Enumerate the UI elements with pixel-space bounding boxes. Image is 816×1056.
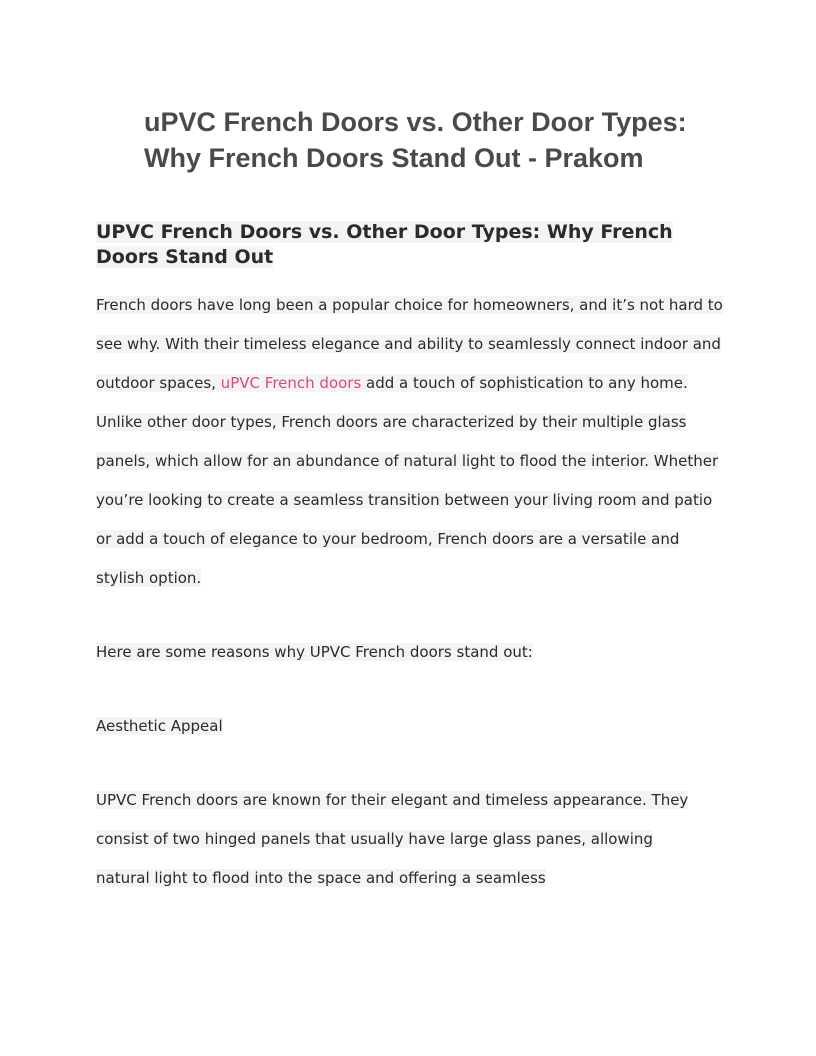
aesthetic-appeal-subheading — [96, 707, 726, 746]
section-heading — [96, 220, 686, 270]
reasons-intro-paragraph — [96, 633, 726, 672]
article-body — [96, 220, 726, 898]
paragraph-spacer — [96, 672, 726, 707]
aesthetic-appeal-text: Aesthetic Appeal — [96, 717, 223, 735]
paragraph-spacer — [96, 598, 726, 633]
aesthetic-paragraph — [96, 781, 696, 898]
section-heading-text: UPVC French Doors vs. Other Door Types: Why French Doors Stand Out — [96, 221, 673, 268]
intro-text-before-link: French doors have long been a popular choice for homeowners, and it’s not hard to see why. With their timeless elegance and ability to seamlessly connect indoor and outdoor spaces, — [96, 296, 723, 392]
upvc-french-doors-link[interactable]: uPVC French doors — [220, 374, 362, 392]
reasons-intro-text: Here are some reasons why UPVC French doors stand out: — [96, 643, 533, 661]
intro-text-after-link: add a touch of sophistication to any home. Unlike other door types, French doors are characterized by their multiple glass panels, which allow for an abundance of natural light to flood the interior. Whether you’re looking to create a seamless transition between your living room and patio or add a touch of elegance to your bedroom, French doors are a versatile and stylish option. — [96, 374, 719, 587]
intro-paragraph — [96, 286, 726, 598]
paragraph-spacer — [96, 746, 726, 781]
aesthetic-paragraph-text: UPVC French doors are known for their elegant and timeless appearance. They consist of two hinged panels that usually have large glass panes, allowing natural light to flood into the space and offering a seamless — [96, 791, 689, 887]
document-title: uPVC French Doors vs. Other Door Types: Why French Doors Stand Out - Prakom — [144, 107, 687, 173]
